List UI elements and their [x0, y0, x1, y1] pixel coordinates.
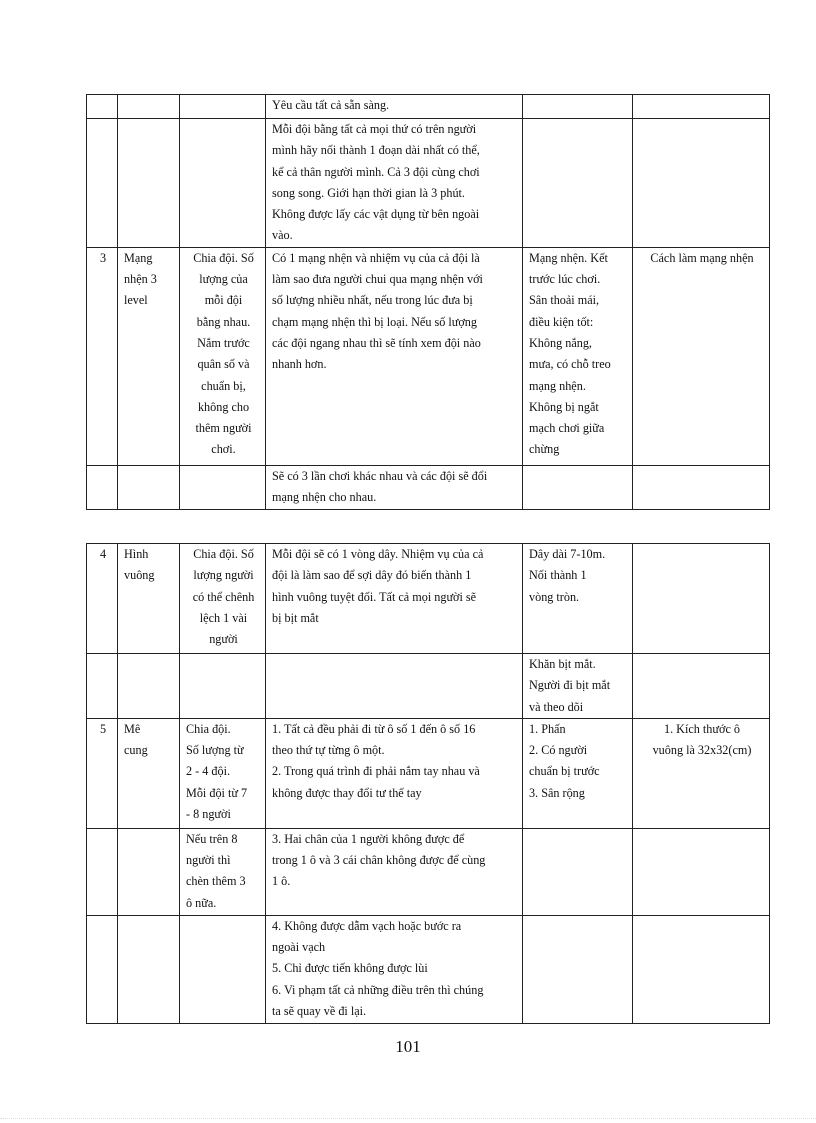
table-row: [87, 119, 770, 248]
cell-content: Sẽ có 3 lần chơi khác nhau và các đội sẽ đổi mạng nhện cho nhau.: [266, 465, 523, 509]
cell-note: [633, 828, 770, 915]
table-row: [87, 544, 770, 654]
cell-name: [118, 828, 180, 915]
cell-name: Mạng nhện 3 level: [118, 247, 180, 465]
cell-content: 3. Hai chân của 1 người không được để trong 1 ô và 3 cái chân không được để cùng 1 ô.: [266, 828, 523, 915]
cell-prep: 1. Phấn 2. Có người chuẩn bị trước 3. Sân rộng: [523, 718, 633, 828]
cell-team: [180, 654, 266, 719]
cell-note: Cách làm mạng nhện: [633, 247, 770, 465]
cell-prep: [523, 119, 633, 248]
cell-note: [633, 654, 770, 719]
cell-note: 1. Kích thước ô vuông là 32x32(cm): [633, 718, 770, 828]
cell-name: Mê cung: [118, 718, 180, 828]
cell-content: Mỗi đội bằng tất cả mọi thứ có trên người mình hãy nối thành 1 đoạn dài nhất có thể, kể cả thân người mình. Cả 3 đội cùng chơi song song. Giới hạn thời gian là 3 phút. Không được lấy các vật dụng từ bên ngoài vào.: [266, 119, 523, 248]
cell-name: [118, 465, 180, 509]
cell-team: [180, 915, 266, 1023]
cell-name: Hình vuông: [118, 544, 180, 654]
cell-name: [118, 654, 180, 719]
table-row: [87, 718, 770, 828]
cell-prep: Khăn bịt mắt. Người đi bịt mắt và theo dõi: [523, 654, 633, 719]
cell-no: [87, 915, 118, 1023]
cell-no: [87, 654, 118, 719]
table-row: [87, 828, 770, 915]
cell-prep: [523, 95, 633, 119]
cell-team: Chia đội. Số lượng người có thể chênh lệch 1 vài người: [180, 544, 266, 654]
cell-no: 5: [87, 718, 118, 828]
bottom-divider: [0, 1118, 816, 1119]
cell-name: [118, 95, 180, 119]
page-number: 101: [395, 1037, 421, 1056]
cell-prep: Mạng nhện. Kết trước lúc chơi. Sân thoải mái, điều kiện tốt: Không nắng, mưa, có chỗ treo mạng nhện. Không bị ngắt mạch chơi giữa chừng: [523, 247, 633, 465]
cell-team: Nếu trên 8 người thì chèn thêm 3 ô nữa.: [180, 828, 266, 915]
cell-name: [118, 915, 180, 1023]
table-row: [87, 654, 770, 719]
cell-prep: [523, 828, 633, 915]
table-row: [87, 915, 770, 1023]
cell-no: [87, 95, 118, 119]
cell-team: [180, 465, 266, 509]
cell-content: Yêu cầu tất cả sẵn sàng.: [266, 95, 523, 119]
game-table-1: [86, 94, 770, 510]
cell-no: 3: [87, 247, 118, 465]
cell-team: [180, 119, 266, 248]
cell-no: [87, 119, 118, 248]
cell-prep: [523, 465, 633, 509]
cell-team: [180, 95, 266, 119]
cell-note: [633, 544, 770, 654]
cell-content: 4. Không được dẫm vạch hoặc bước ra ngoài vạch 5. Chỉ được tiến không được lùi 6. Vi phạm tất cả những điều trên thì chúng ta sẽ quay về đi lại.: [266, 915, 523, 1023]
table-row: [87, 465, 770, 509]
cell-prep: Dây dài 7-10m. Nối thành 1 vòng tròn.: [523, 544, 633, 654]
cell-note: [633, 915, 770, 1023]
cell-no: [87, 828, 118, 915]
cell-content: [266, 654, 523, 719]
game-table-2: [86, 543, 770, 1024]
cell-team: Chia đội. Số lượng từ 2 - 4 đội. Mỗi đội từ 7 - 8 người: [180, 718, 266, 828]
cell-no: 4: [87, 544, 118, 654]
cell-no: [87, 465, 118, 509]
cell-content: 1. Tất cả đều phải đi từ ô số 1 đến ô số 16 theo thứ tự từng ô một. 2. Trong quá trình đi phải nắm tay nhau và không được thay đổi tư thế tay: [266, 718, 523, 828]
cell-name: [118, 119, 180, 248]
table-row: [87, 95, 770, 119]
cell-team: Chia đội. Số lượng của mỗi đội bằng nhau. Nắm trước quân số và chuẩn bị, không cho thêm người chơi.: [180, 247, 266, 465]
cell-content: Có 1 mạng nhện và nhiệm vụ của cả đội là làm sao đưa người chui qua mạng nhện với số lượng nhiều nhất, nếu trong lúc đưa bị chạm mạng nhện thì bị loại. Nếu số lượng các đội ngang nhau thì sẽ tính xem đội nào nhanh hơn.: [266, 247, 523, 465]
cell-content: Mỗi đội sẽ có 1 vòng dây. Nhiệm vụ của cả đội là làm sao để sợi dây đó biến thành 1 hình vuông tuyệt đối. Tất cả mọi người sẽ bị bịt mắt: [266, 544, 523, 654]
table-row: [87, 247, 770, 465]
cell-note: [633, 95, 770, 119]
cell-note: [633, 465, 770, 509]
cell-note: [633, 119, 770, 248]
cell-prep: [523, 915, 633, 1023]
